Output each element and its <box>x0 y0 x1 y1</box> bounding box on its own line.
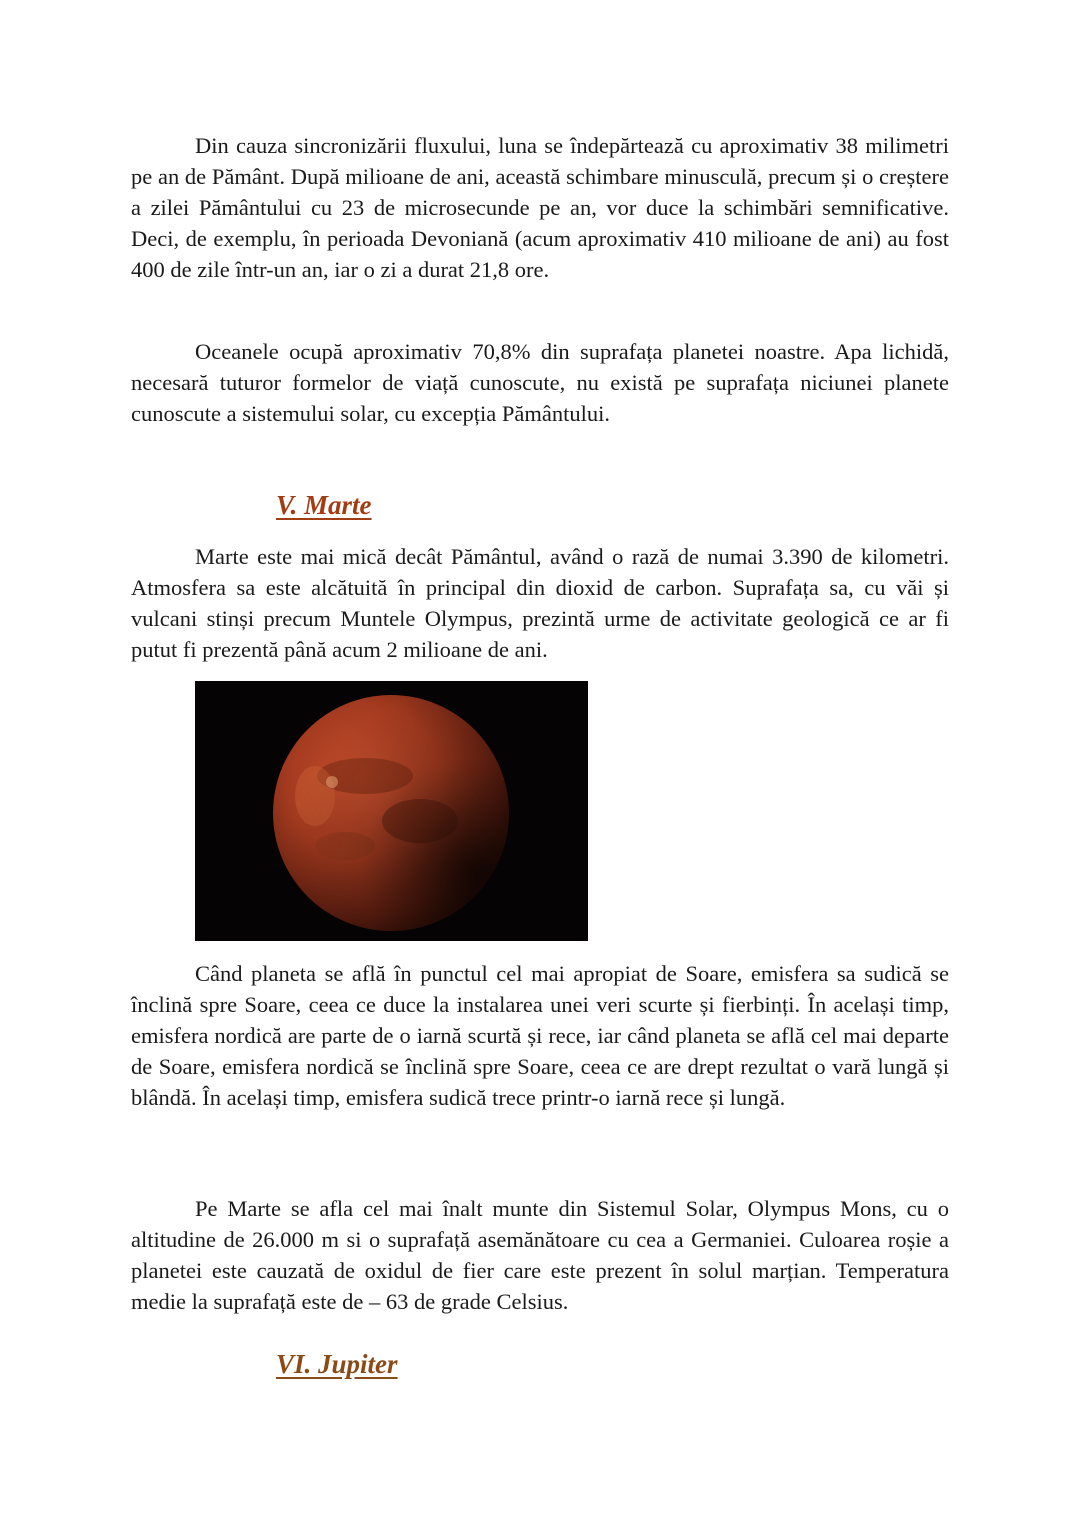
mars-planet-image <box>195 681 588 941</box>
heading-mars: V. Marte <box>276 490 372 520</box>
paragraph-moon-recession: Din cauza sincronizării fluxului, luna se îndepărtează cu aproximativ 38 milimetri pe an de Pământ. După milioane de ani, această schimbare minusculă, precum și o creștere a zilei Pământului cu 23 de microsecunde pe an, vor duce la schimbări semnificative. Deci, de exemplu, în perioada Devoniană (acum aproximativ 410 milioane de ani) au fost 400 de zile într-un an, iar o zi a durat 21,8 ore. <box>131 133 949 282</box>
paragraph-oceans: Oceanele ocupă aproximativ 70,8% din suprafața planetei noastre. Apa lichidă, necesară tuturor formelor de viață cunoscute, nu există pe suprafața niciunei planete cunoscute a sistemului solar, cu excepția Pământului. <box>131 339 949 426</box>
paragraph-mars-seasons: Când planeta se află în punctul cel mai apropiat de Soare, emisfera sa sudică se înclină spre Soare, ceea ce duce la instalarea unei veri scurte și fierbinți. În același timp, emisfera nordică are parte de o iarnă scurtă și rece, iar când planeta se află cel mai departe de Soare, emisfera nordică se înclină spre Soare, ceea ce are drept rezultat o vară lungă și blândă. În același timp, emisfera sudică trece printr-o iarnă rece și lungă. <box>131 961 949 1110</box>
heading-jupiter: VI. Jupiter <box>276 1349 398 1379</box>
paragraph-olympus-mons: Pe Marte se afla cel mai înalt munte din Sistemul Solar, Olympus Mons, cu o altitudine de 26.000 m si o suprafață asemănătoare cu cea a Germaniei. Culoarea roșie a planetei este cauzată de oxidul de fier care este prezent în solul marțian. Temperatura medie la suprafață este de – 63 de grade Celsius. <box>131 1196 949 1314</box>
paragraph-mars-intro: Marte este mai mică decât Pământul, având o rază de numai 3.390 de kilometri. Atmosfera sa este alcătuită în principal din dioxid de carbon. Suprafața sa, cu văi și vulcani stinși precum Muntele Olympus, prezintă urme de activitate geologică ce ar fi putut fi prezentă până acum 2 milioane de ani. <box>131 544 949 662</box>
